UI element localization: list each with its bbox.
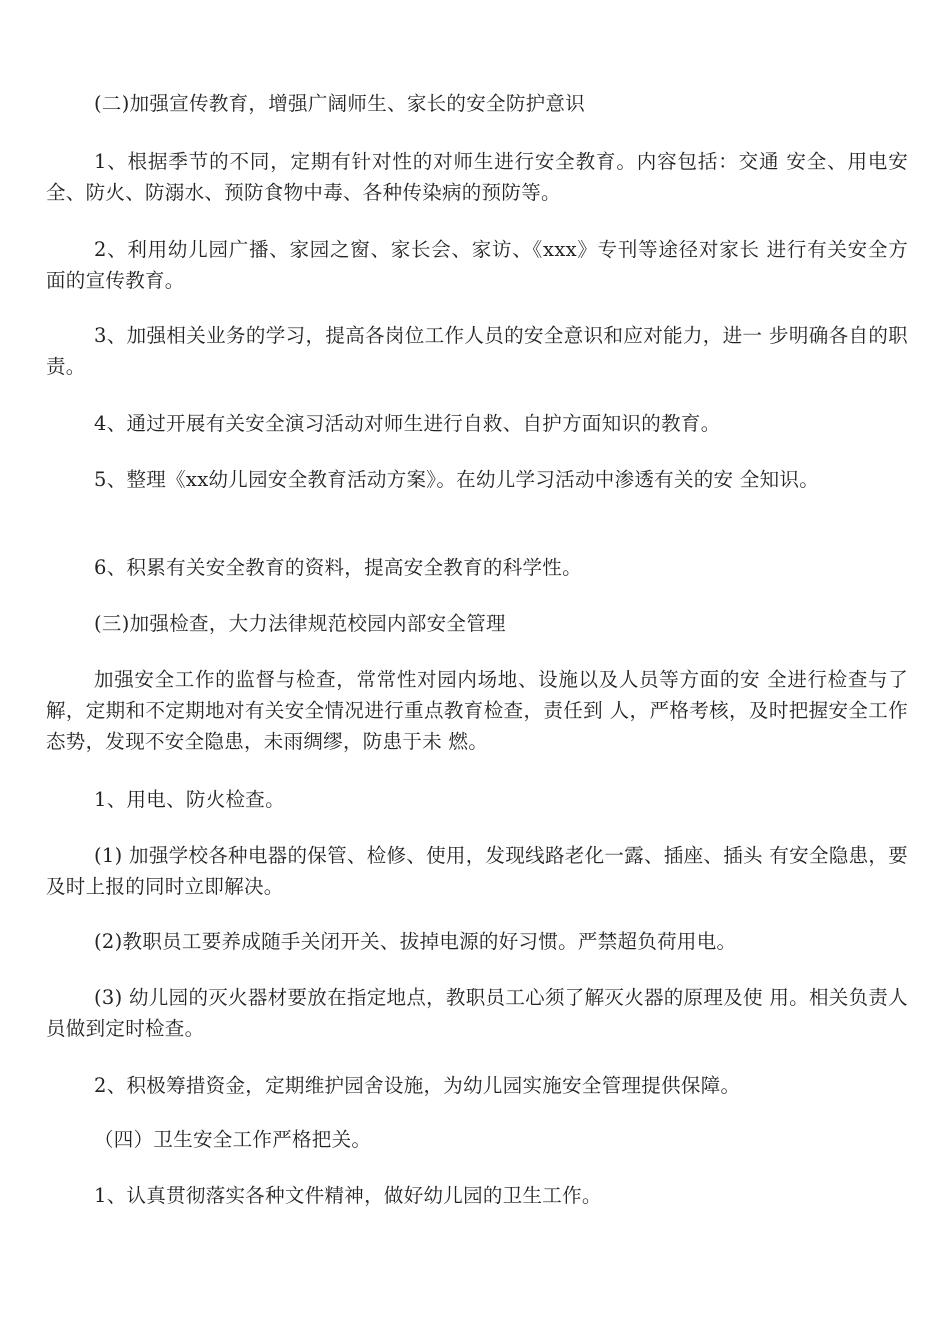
paragraph-item-3: 3、加强相关业务的学习，提高各岗位工作人员的安全意识和应对能力，进一 步明确各自的职责。 — [46, 324, 908, 378]
paragraph-subitem-1: (1) 加强学校各种电器的保管、检修、使用，发现线路老化一露、插座、插头 有安全隐患，要及时上报的同时立即解决。 — [46, 844, 908, 898]
paragraph-item-2: 2、利用幼儿园广播、家园之窗、家长会、家访、《xxx》专刊等途径对家长 进行有关安全方面的宣传教育。 — [46, 238, 908, 292]
paragraph-funding: 2、积极筹措资金，定期维护园舍设施，为幼儿园实施安全管理提供保障。 — [94, 1074, 741, 1097]
paragraph-subitem-2: (2)教职员工要养成随手关闭开关、拔掉电源的好习惯。严禁超负荷用电。 — [94, 930, 737, 953]
paragraph-item-1: 1、根据季节的不同，定期有针对性的对师生进行安全教育。内容包括：交通 安全、用电安全、防火、防溺水、预防食物中毒、各种传染病的预防等。 — [46, 150, 908, 204]
paragraph-subitem-3: (3) 幼儿园的灭火器材要放在指定地点，教职员工心须了解灭火器的原理及使 用。相关负责人员做到定时检查。 — [46, 986, 908, 1040]
paragraph-inspection-intro: 加强安全工作的监督与检查，常常性对园内场地、设施以及人员等方面的安 全进行检查与了解，定期和不定期地对有关安全情况进行重点教育检查，责任到 人，严格考核，及时把握安全工作态势，发现不安全隐患，未雨绸缪，防患于未 燃。 — [46, 668, 908, 753]
paragraph-electric-fire-check: 1、用电、防火检查。 — [94, 788, 285, 811]
section-heading-4: （四）卫生安全工作严格把关。 — [94, 1128, 372, 1151]
paragraph-item-6: 6、积累有关安全教育的资料，提高安全教育的科学性。 — [94, 556, 582, 579]
section-heading-3: (三)加强检查，大力法律规范校园内部安全管理 — [94, 612, 506, 635]
paragraph-item-5: 5、整理《xx幼儿园安全教育活动方案》。在幼儿学习活动中渗透有关的安 全知识。 — [94, 468, 820, 491]
paragraph-item-4: 4、通过开展有关安全演习活动对师生进行自救、自护方面知识的教育。 — [94, 412, 721, 435]
paragraph-hygiene-1: 1、认真贯彻落实各种文件精神，做好幼儿园的卫生工作。 — [94, 1184, 602, 1207]
section-heading-2: (二)加强宣传教育，增强广阔师生、家长的安全防护意识 — [94, 92, 586, 115]
